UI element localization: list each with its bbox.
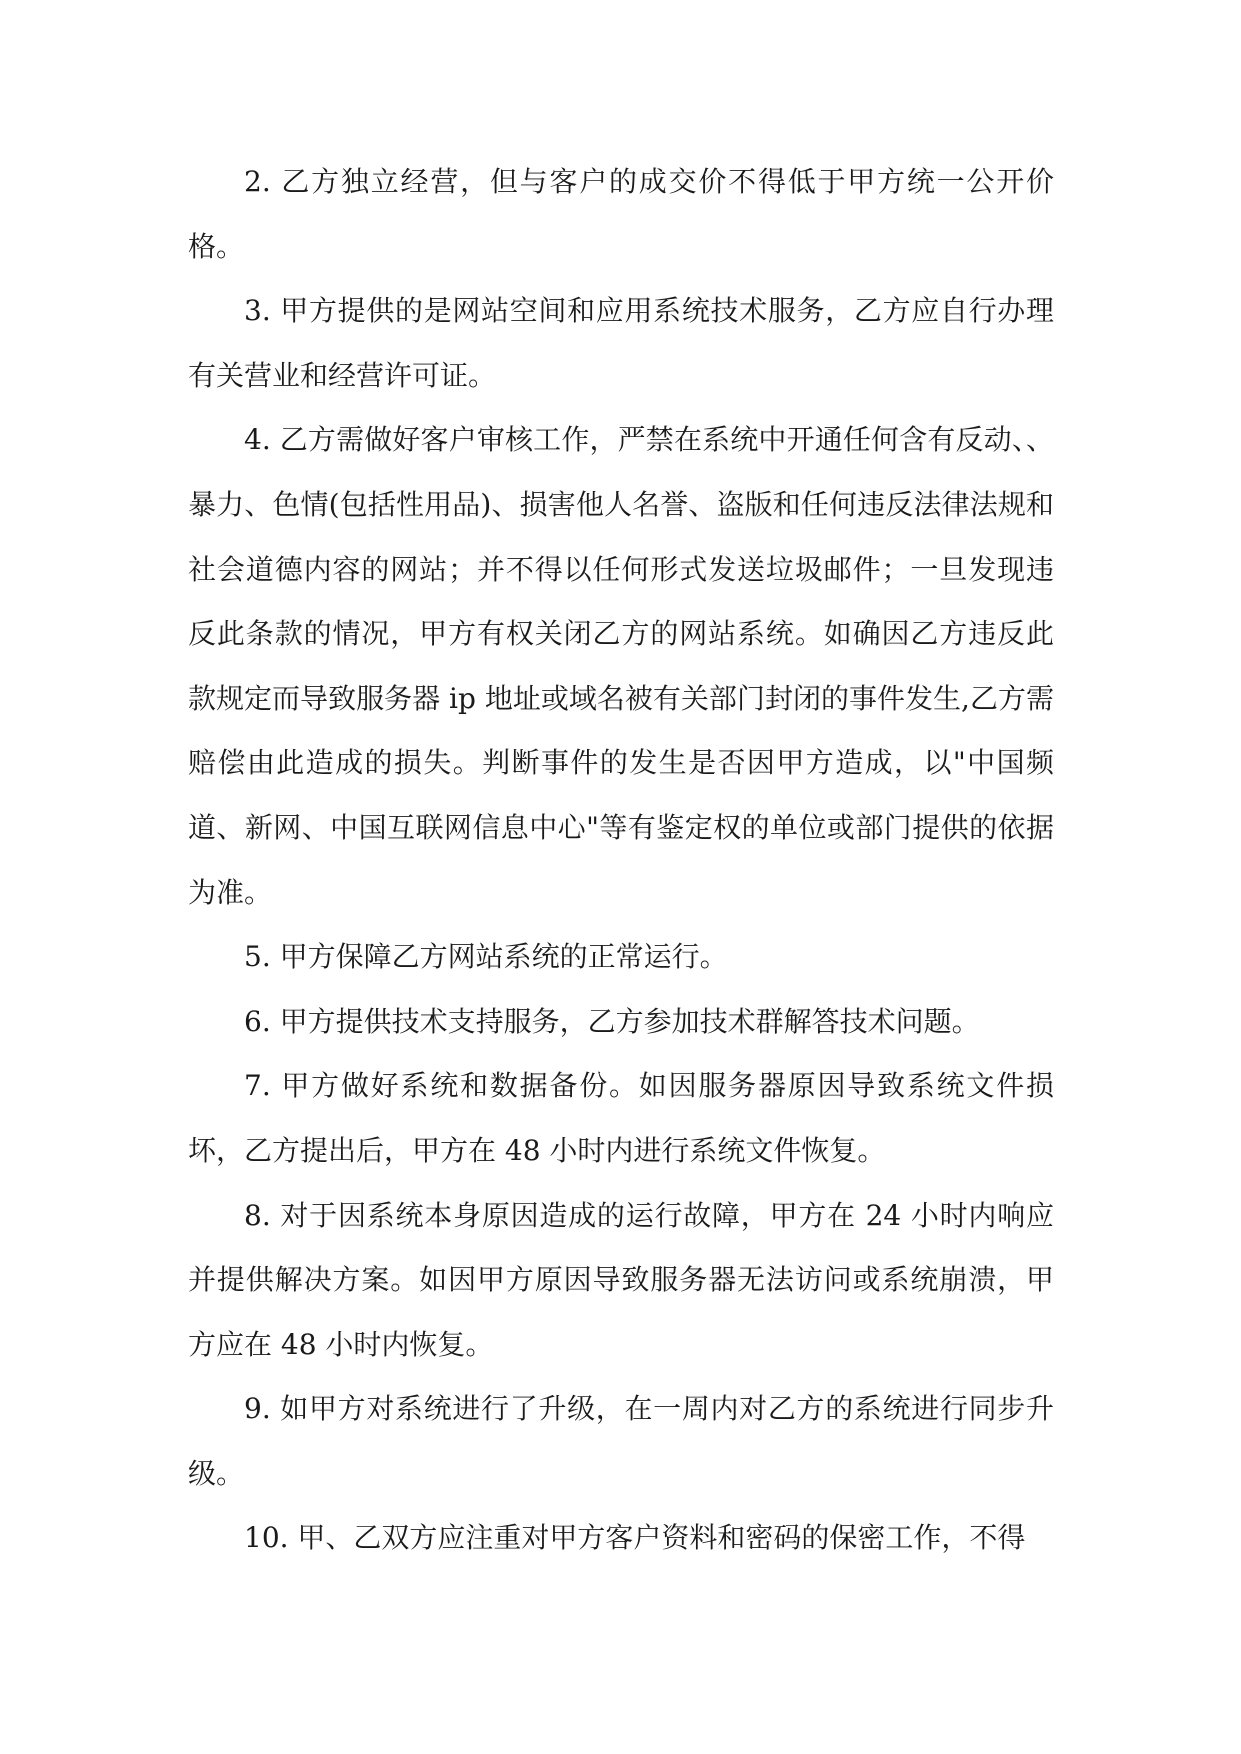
clause-5: 5. 甲方保障乙方网站系统的正常运行。 [244,940,728,974]
clause-8: 8. 对于因系统本身原因造成的运行故障，甲方在 24 小时内响应并提供解决方案。如因甲方原因导致服务器无法访问或系统崩溃，甲方应在 48 小时内恢复。 [188,1198,1054,1361]
clause-10: 10. 甲、乙双方应注重对甲方客户资料和密码的保密工作，不得 [244,1521,1026,1555]
clause-7: 7. 甲方做好系统和数据备份。如因服务器原因导致系统文件损坏，乙方提出后，甲方在 48 小时内进行系统文件恢复。 [188,1069,1054,1167]
clause-9: 9. 如甲方对系统进行了升级，在一周内对乙方的系统进行同步升级。 [188,1392,1054,1490]
clause-4: 4. 乙方需做好客户审核工作，严禁在系统中开通任何含有反动、、暴力、色情(包括性用品)、损害他人名誉、盗版和任何违反法律法规和社会道德内容的网站；并不得以任何形式发送垃圾邮件；一旦发现违反此条款的情况，甲方有权关闭乙方的网站系统。如确因乙方违反此款规定而导致服务器 ip 地址或域名被有关部门封闭的事件发生,乙方需赔偿由此造成的损失。判断事件的发生是否因甲方造成，以"中国频道、新网、中国互联网信息中心"等有鉴定权的单位或部门提供的依据为准。 [188,423,1054,909]
clause-3: 3. 甲方提供的是网站空间和应用系统技术服务，乙方应自行办理有关营业和经营许可证。 [188,294,1054,392]
document-body [188,150,1054,1571]
clause-2: 2. 乙方独立经营，但与客户的成交价不得低于甲方统一公开价格。 [188,165,1054,263]
clause-6: 6. 甲方提供技术支持服务，乙方参加技术群解答技术问题。 [244,1004,980,1038]
